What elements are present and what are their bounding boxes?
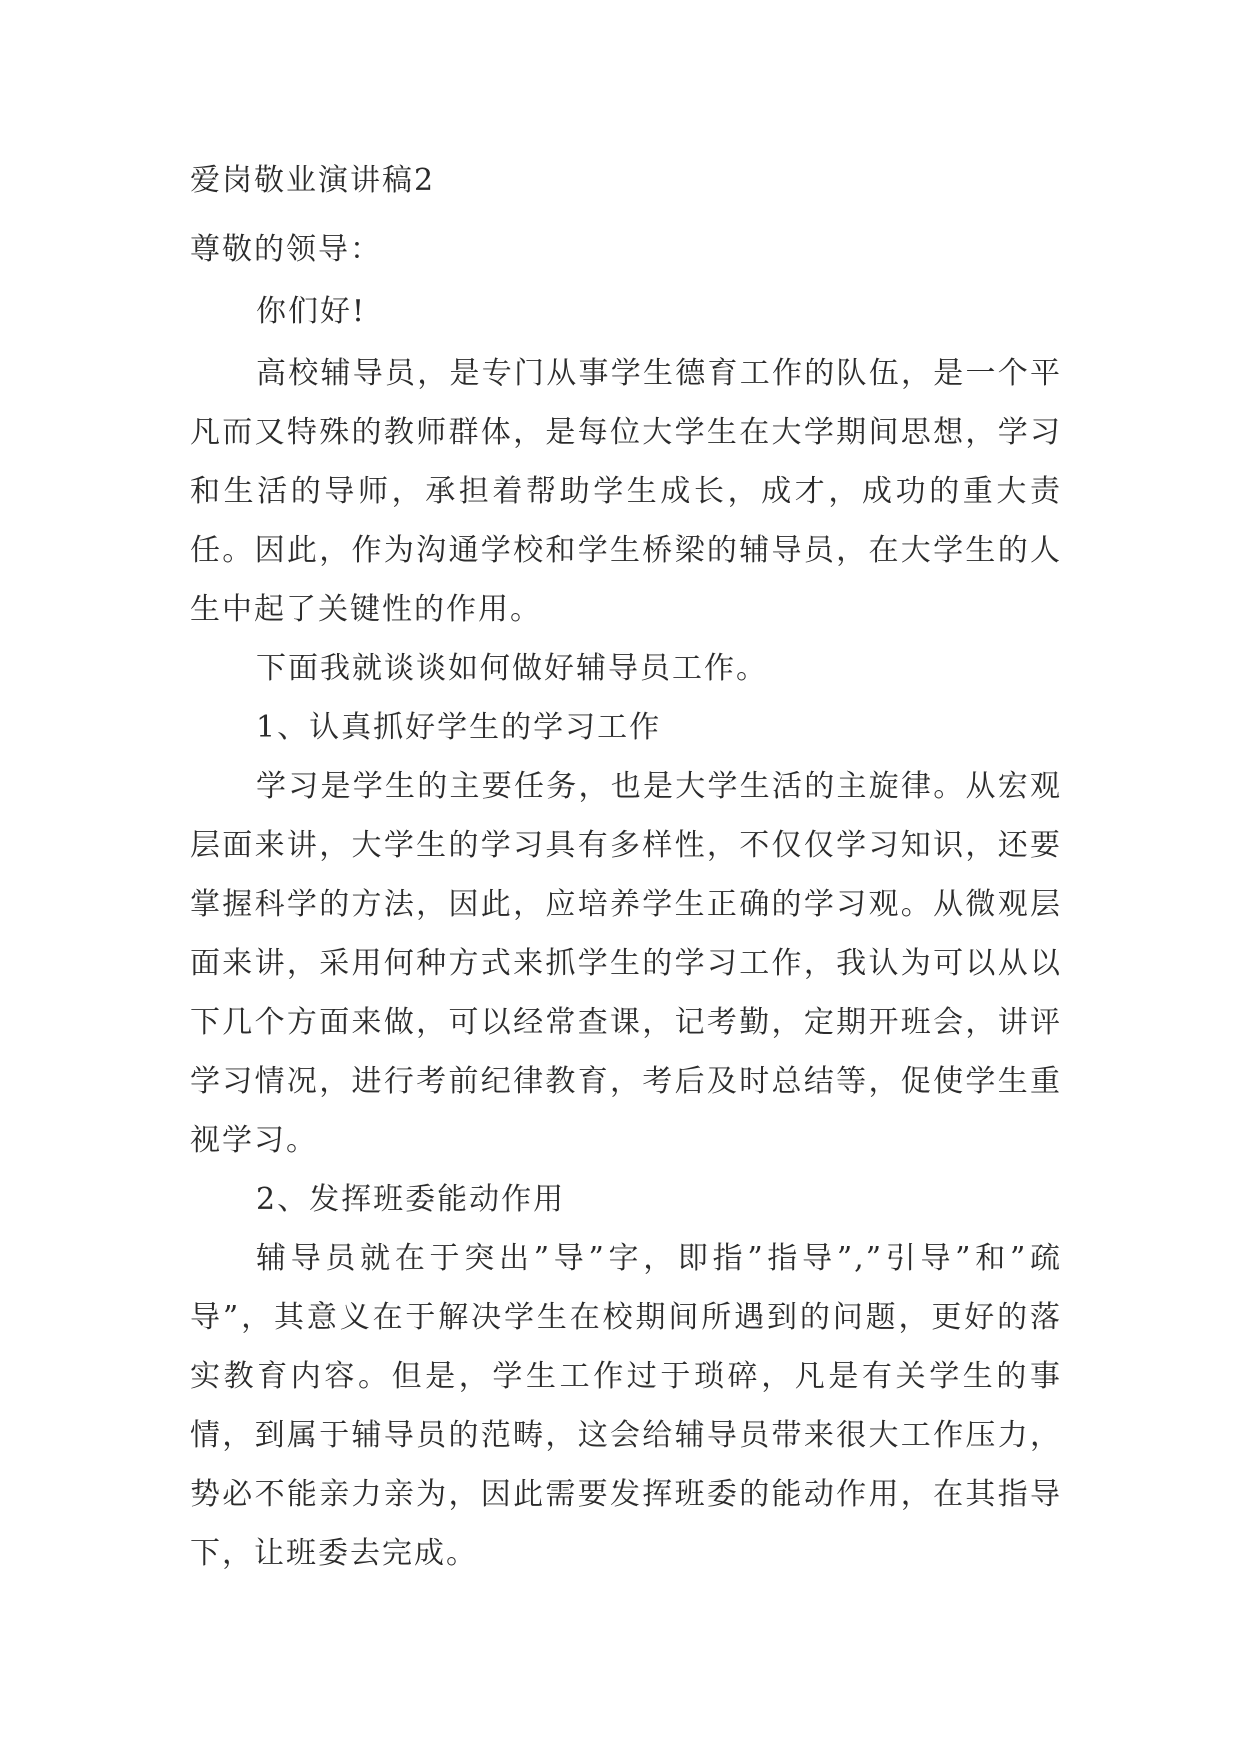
- section-heading-1: 1、认真抓好学生的学习工作: [256, 710, 662, 745]
- section-heading-2: 2、发挥班委能动作用: [256, 1182, 566, 1217]
- greeting-paragraph: 你们好!: [256, 294, 367, 329]
- document-body: [190, 163, 1062, 1583]
- section-2-paragraph: 辅导员就在于突出”导”字，即指”指导”,”引导”和”疏导”，其意义在于解决学生在校期间所遇到的问题，更好的落实教育内容。但是，学生工作过于琐碎，凡是有关学生的事情，到属于辅导员的范畴，这会给辅导员带来很大工作压力，势必不能亲力亲为，因此需要发挥班委的能动作用，在其指导下，让班委去完成。: [190, 1241, 1062, 1571]
- salutation: 尊敬的领导：: [190, 232, 382, 267]
- section-1-paragraph: 学习是学生的主要任务，也是大学生活的主旋律。从宏观层面来讲，大学生的学习具有多样性，不仅仅学习知识，还要掌握科学的方法，因此，应培养学生正确的学习观。从微观层面来讲，采用何种方式来抓学生的学习工作，我认为可以从以下几个方面来做，可以经常查课，记考勤，定期开班会，讲评学习情况，进行考前纪律教育，考后及时总结等，促使学生重视学习。: [190, 769, 1062, 1158]
- transition-paragraph: 下面我就谈谈如何做好辅导员工作。: [256, 651, 768, 686]
- document-title: 爱岗敬业演讲稿2: [190, 163, 436, 198]
- intro-paragraph: 高校辅导员，是专门从事学生德育工作的队伍，是一个平凡而又特殊的教师群体，是每位大学生在大学期间思想，学习和生活的导师，承担着帮助学生成长，成才，成功的重大责任。因此，作为沟通学校和学生桥梁的辅导员，在大学生的人生中起了关键性的作用。: [190, 356, 1062, 627]
